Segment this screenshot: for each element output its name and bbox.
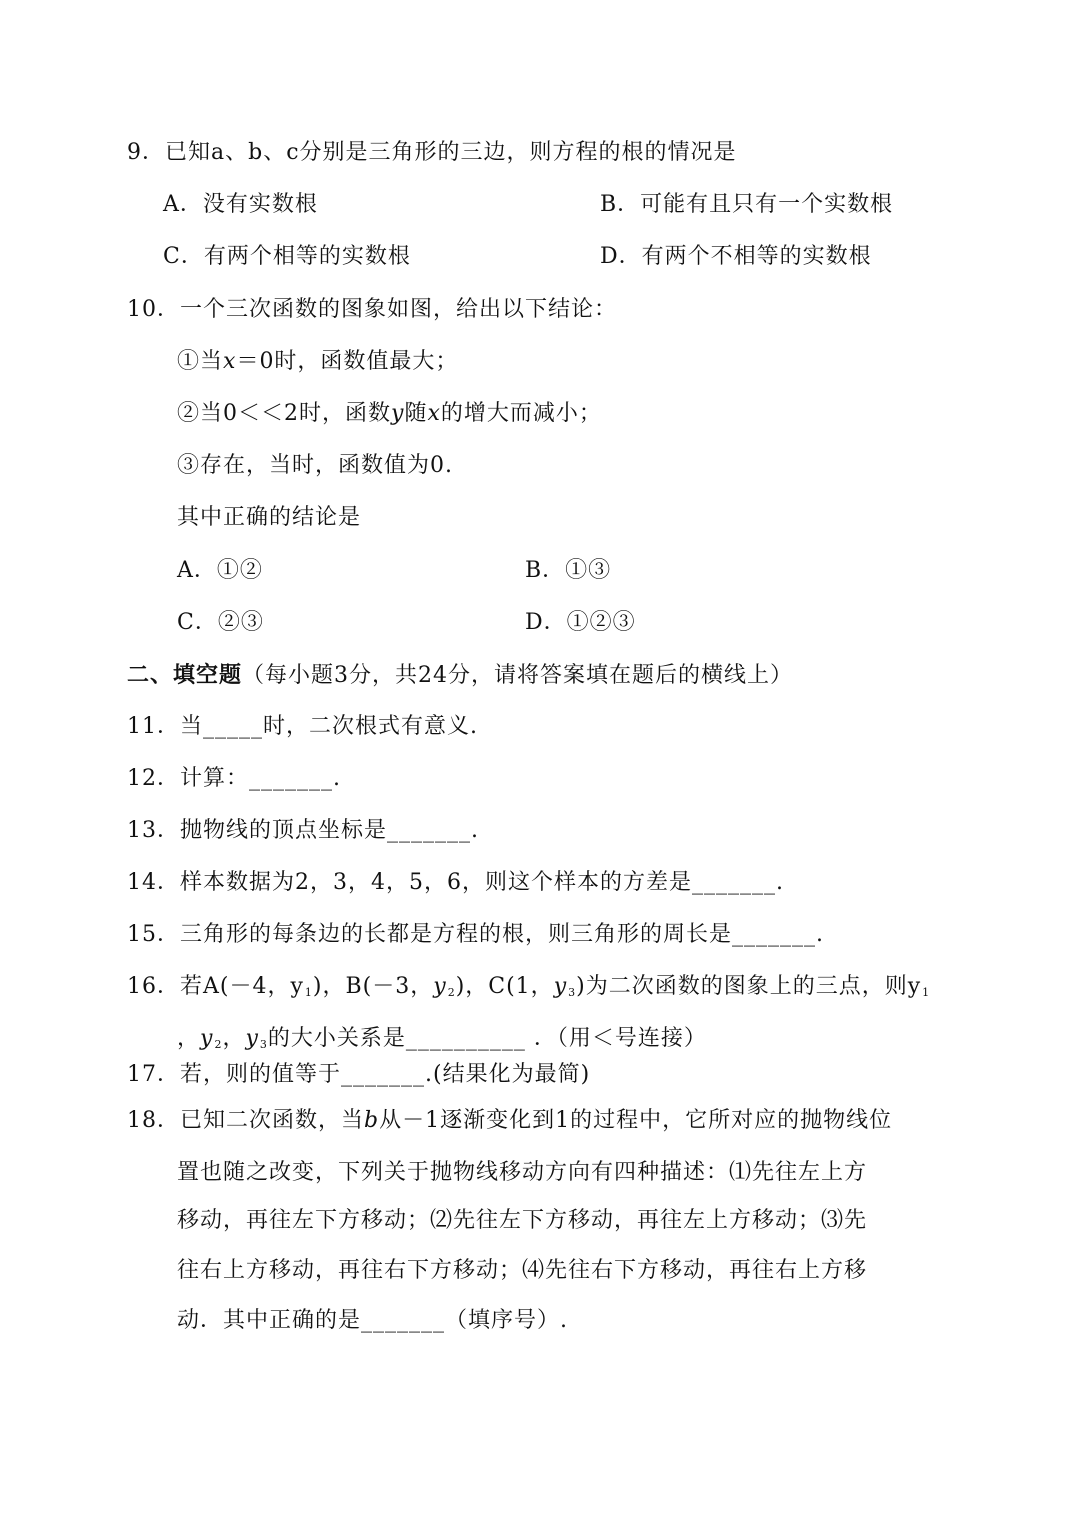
- q10-c1-post: ＝0时，函数值最大；: [236, 349, 459, 374]
- q10-c2-pre: ②当0＜＜2时，函数: [177, 401, 391, 426]
- q18-l1-b: 从－1逐渐变化到1的过程中，它所对应的抛物线位: [379, 1108, 893, 1133]
- q10-option-c: C．②③: [177, 610, 264, 635]
- q9-option-b: B．可能有且只有一个实数根: [600, 192, 894, 217]
- q16-l2-var-1: y: [200, 1026, 214, 1051]
- q16-sub-2: 2: [447, 986, 456, 999]
- q9-option-d: D．有两个不相等的实数根: [600, 244, 872, 269]
- q10-conclusion-3: ③存在，当时，函数值为0.: [177, 453, 453, 478]
- q16-line-1: [127, 972, 930, 1008]
- q18-l1-var: b: [364, 1108, 380, 1133]
- q18-line-3: 移动，再往左下方移动；⑵先往左下方移动，再往左上方移动；⑶先: [177, 1208, 868, 1233]
- q16-sub-1: 1: [304, 986, 313, 999]
- q9-option-a: A．没有实数根: [163, 192, 318, 217]
- section-note: （每小题3分，共24分，请将答案填在题后的横线上）: [242, 663, 794, 688]
- q11: 11．当_____时，二次根式有意义.: [127, 714, 478, 739]
- q18-line-5: 动．其中正确的是_______（填序号）.: [177, 1308, 568, 1333]
- q10-c2-var-y: y: [391, 401, 405, 426]
- q17: 17．若，则的值等于_______.(结果化为最简): [127, 1062, 591, 1087]
- q16-sub-3: 3: [568, 986, 577, 999]
- q16-line-2: [177, 1024, 707, 1060]
- q16-l2-b: ，: [222, 1026, 246, 1051]
- q18-l1-a: 18．已知二次函数，当: [127, 1108, 364, 1133]
- q16-l2-sub-2: 3: [259, 1038, 268, 1051]
- q10-option-d: D．①②③: [525, 610, 636, 635]
- q16-l2-c: 的大小关系是__________ ．（用＜号连接）: [267, 1026, 707, 1051]
- q10-c1-pre: ①当: [177, 349, 224, 374]
- q14: 14．样本数据为2，3，4，5，6，则这个样本的方差是_______.: [127, 870, 784, 895]
- q10-conclusion-2: [177, 399, 602, 429]
- q9-option-c: C．有两个相等的实数根: [163, 244, 411, 269]
- q10-stem: 10．一个三次函数的图象如图，给出以下结论：: [127, 297, 617, 322]
- q10-c1-var: x: [223, 349, 237, 374]
- q9-stem: 9．已知a、b、c分别是三角形的三边，则方程的根的情况是: [127, 140, 737, 165]
- q10-c2-post: 的增大而减小；: [440, 401, 602, 426]
- q16-var-3: y: [553, 974, 568, 999]
- q10-prompt: 其中正确的结论是: [177, 505, 362, 530]
- q16-part-3: )，C(1，: [455, 974, 554, 999]
- q16-l2-sub-1: 2: [214, 1038, 223, 1051]
- q15: 15．三角形的每条边的长都是方程的根，则三角形的周长是_______.: [127, 922, 824, 947]
- q18-line-1: [127, 1106, 892, 1136]
- q16-part-4: )为二次函数的图象上的三点，则y: [576, 974, 922, 999]
- q16-l2-var-2: y: [245, 1026, 259, 1051]
- q10-option-a: A．①②: [177, 558, 263, 583]
- q18-line-4: 往右上方移动，再往右下方移动；⑷先往右下方移动，再往右上方移: [177, 1258, 868, 1283]
- q10-option-b: B．①③: [525, 558, 612, 583]
- q16-part-2: )，B(－3，: [312, 974, 434, 999]
- q10-c2-mid: 随: [404, 401, 428, 426]
- section-heading: [127, 660, 793, 691]
- q16-var-2: y: [433, 974, 447, 999]
- q13: 13．抛物线的顶点坐标是_______.: [127, 818, 479, 843]
- q16-part-1: 16．若A(－4，y: [127, 974, 304, 999]
- q16-sub-4: 1: [922, 986, 931, 999]
- q16-l2-a: ，: [177, 1026, 201, 1051]
- q18-line-2: 置也随之改变，下列关于抛物线移动方向有四种描述：⑴先往左上方: [177, 1160, 868, 1185]
- section-title: 二、填空题: [127, 662, 243, 688]
- q12: 12．计算：_______.: [127, 766, 341, 791]
- q10-c2-var-x: x: [427, 401, 441, 426]
- q10-conclusion-1: [177, 347, 458, 377]
